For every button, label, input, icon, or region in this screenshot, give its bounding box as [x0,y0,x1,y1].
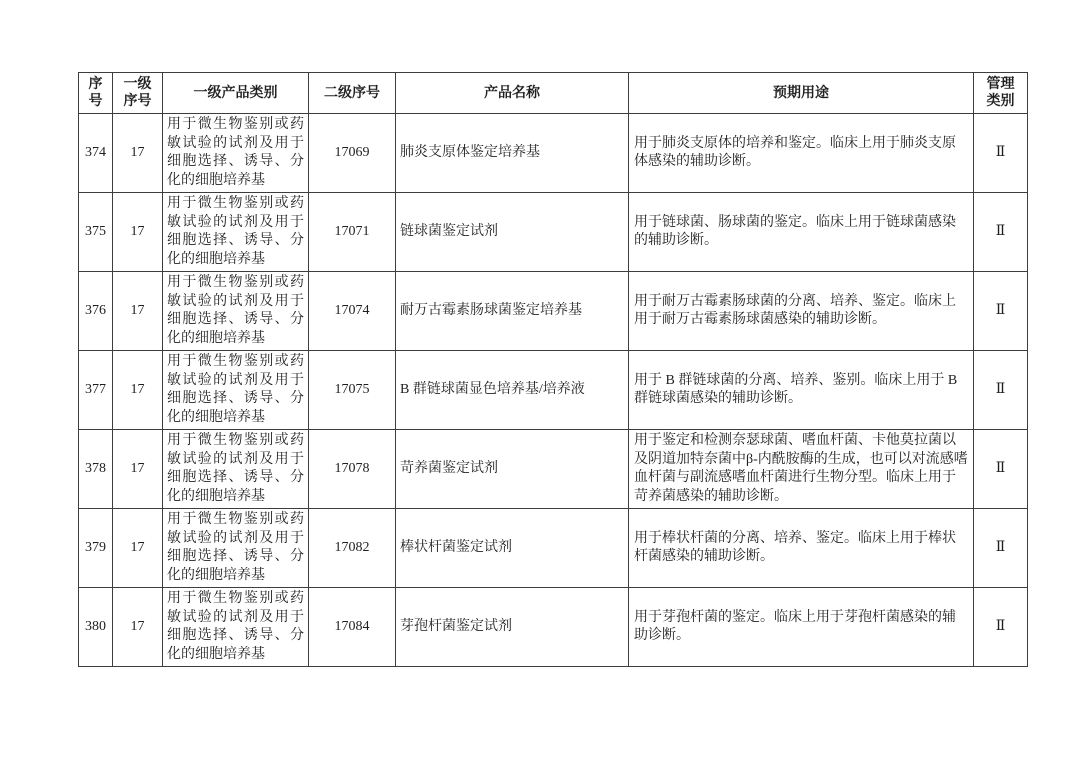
serial-number-cell: 374 [79,114,113,193]
product-name-cell: 棒状杆菌鉴定试剂 [396,509,629,588]
level1-number-cell: 17 [113,114,163,193]
intended-use-cell: 用于肺炎支原体的培养和鉴定。临床上用于肺炎支原体感染的辅助诊断。 [629,114,974,193]
serial-number-cell: 378 [79,430,113,509]
table-row [79,272,1028,351]
management-class-cell: Ⅱ [974,351,1028,430]
level1-number-cell: 17 [113,588,163,667]
product-name-cell: 肺炎支原体鉴定培养基 [396,114,629,193]
table-row [79,351,1028,430]
header-level2-number: 二级序号 [309,73,396,114]
intended-use-cell: 用于芽孢杆菌的鉴定。临床上用于芽孢杆菌感染的辅助诊断。 [629,588,974,667]
table-row [79,193,1028,272]
level2-number-cell: 17078 [309,430,396,509]
level2-number-cell: 17075 [309,351,396,430]
level1-number-cell: 17 [113,351,163,430]
level1-category-cell: 用于微生物鉴别或药敏试验的试剂及用于细胞选择、诱导、分化的细胞培养基 [163,351,309,430]
serial-number-cell: 380 [79,588,113,667]
level1-number-cell: 17 [113,430,163,509]
product-name-cell: 耐万古霉素肠球菌鉴定培养基 [396,272,629,351]
table-row [79,430,1028,509]
level1-category-cell: 用于微生物鉴别或药敏试验的试剂及用于细胞选择、诱导、分化的细胞培养基 [163,272,309,351]
level2-number-cell: 17071 [309,193,396,272]
serial-number-cell: 376 [79,272,113,351]
level1-number-cell: 17 [113,272,163,351]
product-classification-table [78,72,1028,667]
intended-use-cell: 用于 B 群链球菌的分离、培养、鉴别。临床上用于 B 群链球菌感染的辅助诊断。 [629,351,974,430]
header-serial-number: 序号 [79,73,113,114]
header-intended-use: 预期用途 [629,73,974,114]
product-name-cell: 链球菌鉴定试剂 [396,193,629,272]
header-product-name: 产品名称 [396,73,629,114]
level1-category-cell: 用于微生物鉴别或药敏试验的试剂及用于细胞选择、诱导、分化的细胞培养基 [163,430,309,509]
level2-number-cell: 17084 [309,588,396,667]
intended-use-cell: 用于棒状杆菌的分离、培养、鉴定。临床上用于棒状杆菌感染的辅助诊断。 [629,509,974,588]
serial-number-cell: 379 [79,509,113,588]
serial-number-cell: 377 [79,351,113,430]
level1-category-cell: 用于微生物鉴别或药敏试验的试剂及用于细胞选择、诱导、分化的细胞培养基 [163,114,309,193]
header-row [79,73,1028,114]
product-name-cell: B 群链球菌显色培养基/培养液 [396,351,629,430]
intended-use-cell: 用于鉴定和检测奈瑟球菌、嗜血杆菌、卡他莫拉菌以及阴道加特奈菌中β-内酰胺酶的生成，也可以对流感嗜血杆菌与副流感嗜血杆菌进行生物分型。临床上用于苛养菌感染的辅助诊断。 [629,430,974,509]
intended-use-cell: 用于链球菌、肠球菌的鉴定。临床上用于链球菌感染的辅助诊断。 [629,193,974,272]
header-level1-category: 一级产品类别 [163,73,309,114]
level1-number-cell: 17 [113,193,163,272]
product-name-cell: 芽孢杆菌鉴定试剂 [396,588,629,667]
level1-number-cell: 17 [113,509,163,588]
management-class-cell: Ⅱ [974,272,1028,351]
management-class-cell: Ⅱ [974,509,1028,588]
level1-category-cell: 用于微生物鉴别或药敏试验的试剂及用于细胞选择、诱导、分化的细胞培养基 [163,509,309,588]
management-class-cell: Ⅱ [974,114,1028,193]
table-row [79,588,1028,667]
header-level1-number: 一级序号 [113,73,163,114]
level1-category-cell: 用于微生物鉴别或药敏试验的试剂及用于细胞选择、诱导、分化的细胞培养基 [163,588,309,667]
level2-number-cell: 17074 [309,272,396,351]
management-class-cell: Ⅱ [974,193,1028,272]
management-class-cell: Ⅱ [974,588,1028,667]
table-row [79,509,1028,588]
header-management-class: 管理类别 [974,73,1028,114]
serial-number-cell: 375 [79,193,113,272]
level1-category-cell: 用于微生物鉴别或药敏试验的试剂及用于细胞选择、诱导、分化的细胞培养基 [163,193,309,272]
management-class-cell: Ⅱ [974,430,1028,509]
product-name-cell: 苛养菌鉴定试剂 [396,430,629,509]
table-body [79,114,1028,667]
level2-number-cell: 17069 [309,114,396,193]
level2-number-cell: 17082 [309,509,396,588]
table-row [79,114,1028,193]
intended-use-cell: 用于耐万古霉素肠球菌的分离、培养、鉴定。临床上用于耐万古霉素肠球菌感染的辅助诊断。 [629,272,974,351]
